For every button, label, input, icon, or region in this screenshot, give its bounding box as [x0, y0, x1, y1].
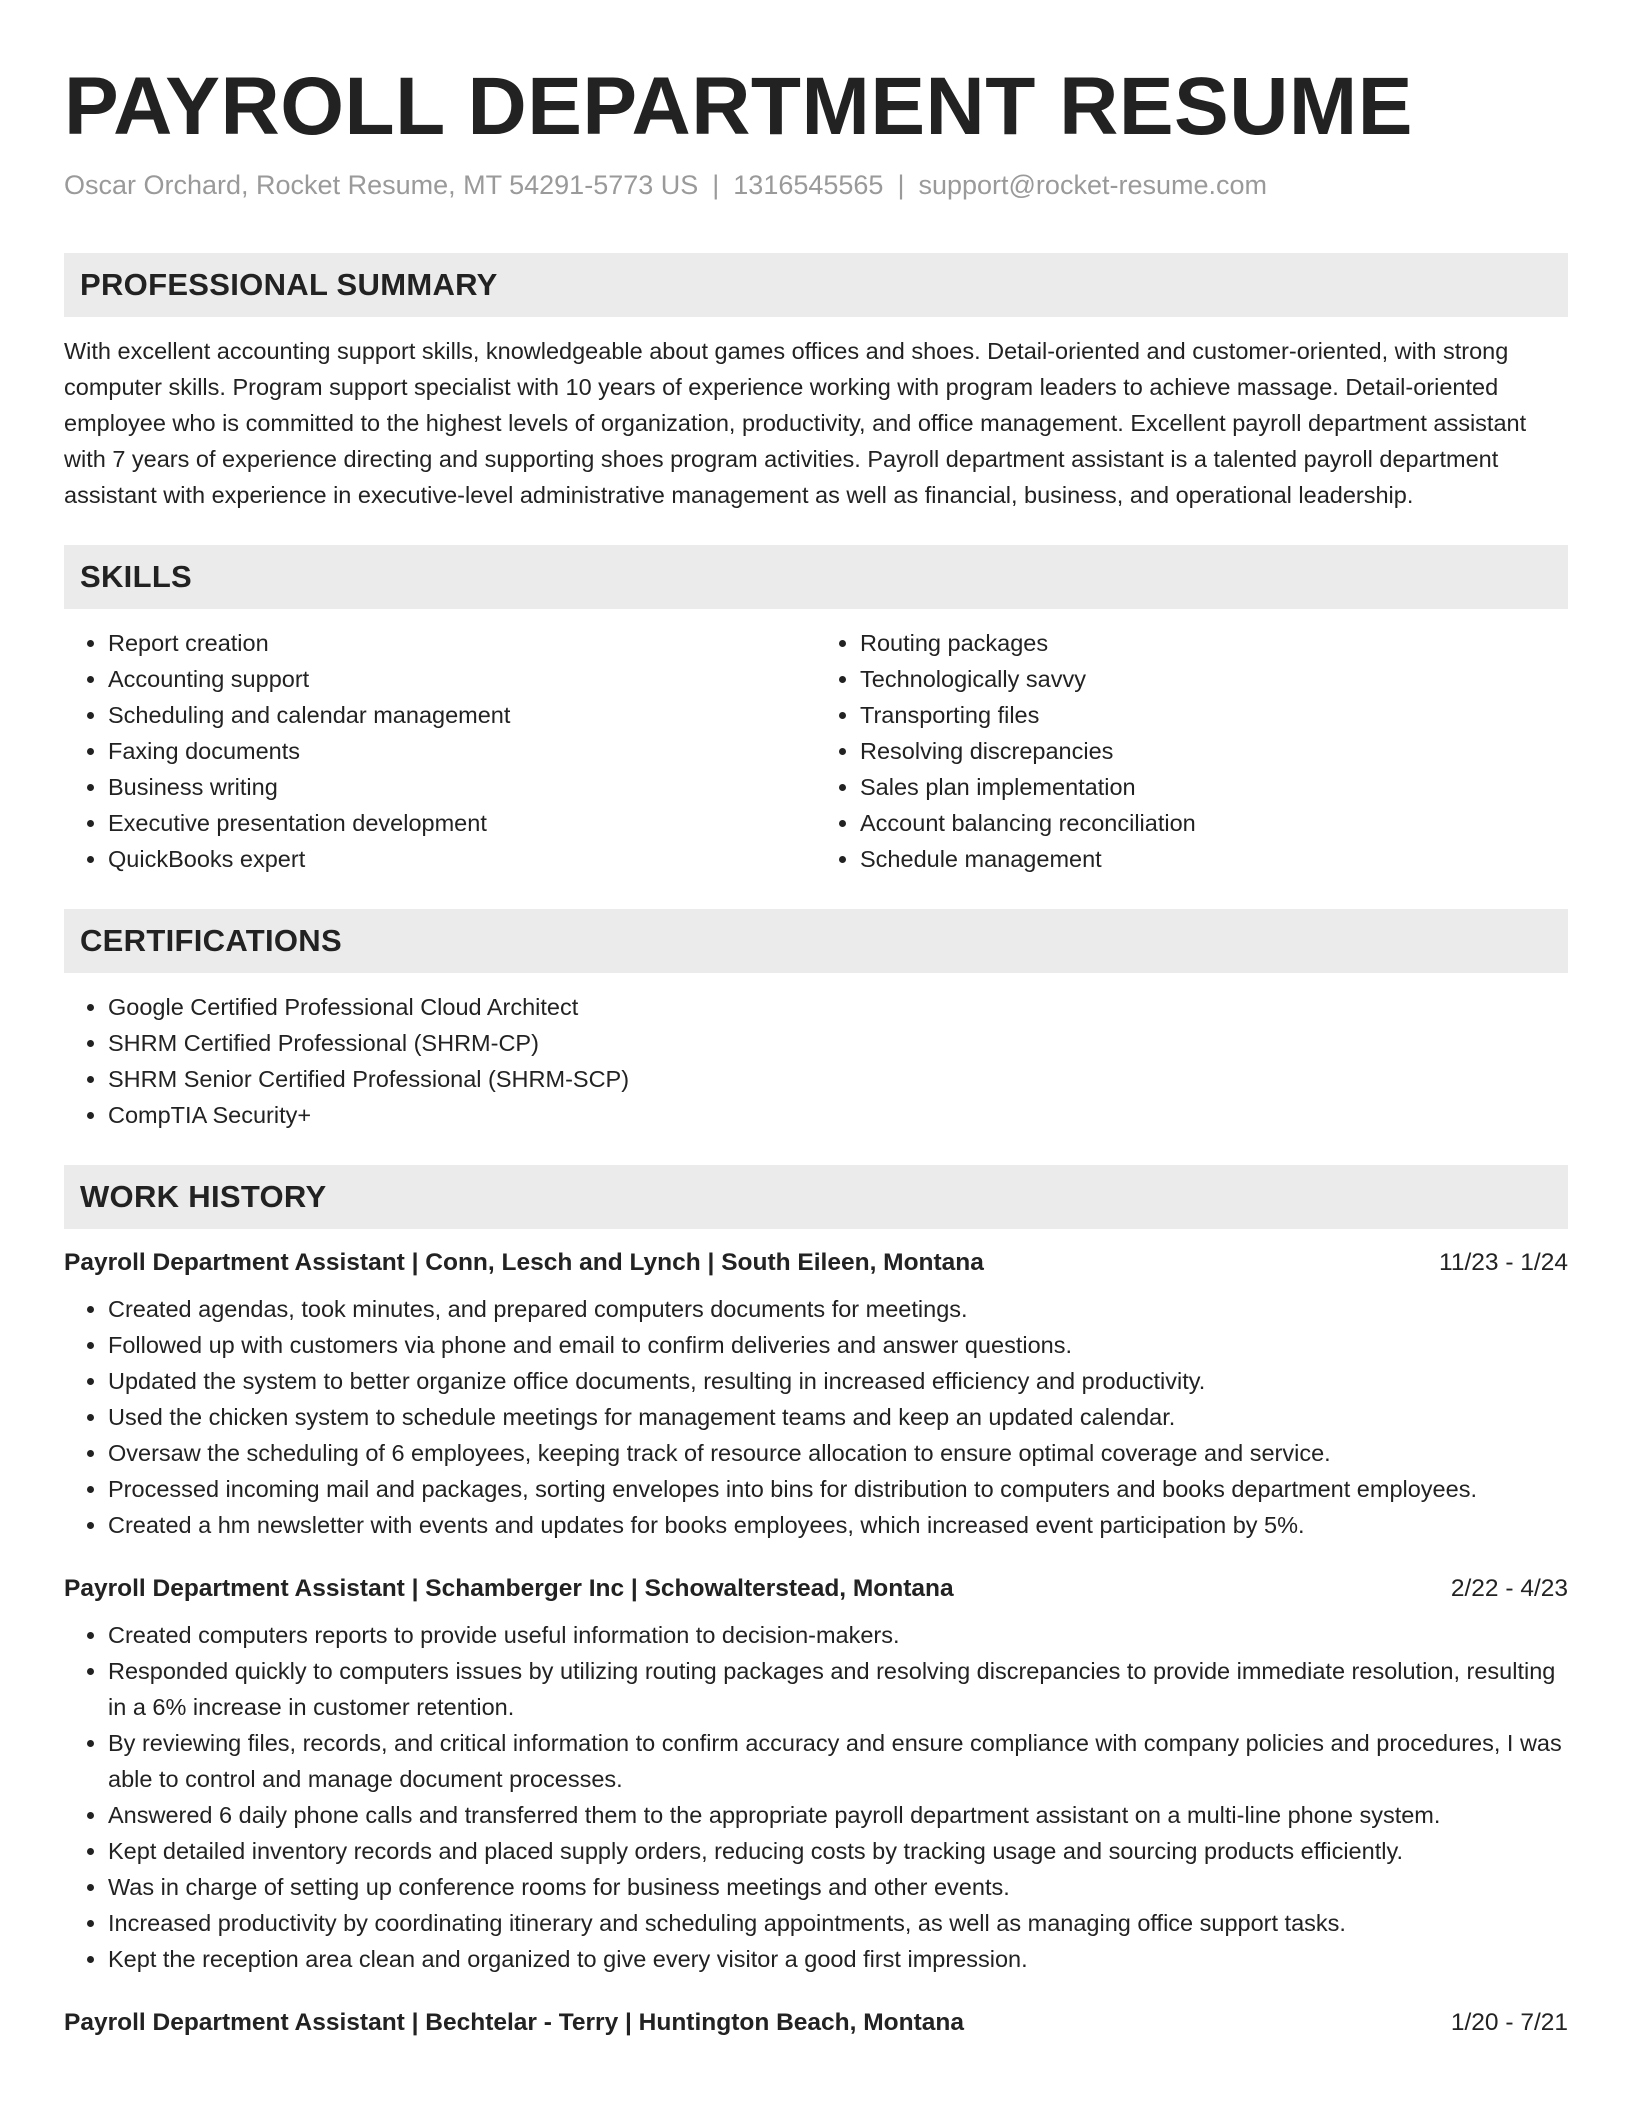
skill-item: • Transporting files — [860, 697, 1568, 733]
skill-item: • Resolving discrepancies — [860, 733, 1568, 769]
certification-item: • Google Certified Professional Cloud Architect — [108, 989, 1568, 1025]
job-duty-item: • Updated the system to better organize office documents, resulting in increased efficiency and productivity. — [108, 1363, 1568, 1399]
job-header — [64, 1575, 1568, 1603]
contact-separator: | — [712, 170, 720, 201]
job-dates: 11/23 - 1/24 — [1439, 1249, 1568, 1277]
section-heading-work-history: WORK HISTORY — [64, 1165, 1568, 1229]
section-heading-certifications: CERTIFICATIONS — [64, 909, 1568, 973]
skill-item: • Faxing documents — [108, 733, 816, 769]
skill-item: • Technologically savvy — [860, 661, 1568, 697]
skills-columns — [64, 625, 1568, 877]
summary-text: With excellent accounting support skills, knowledgeable about games offices and shoes. Detail-oriented and customer-oriented, with strong computer skills. Program support specialist with 10 years of experience working with program leaders to achieve massage. Detail-oriented employee who is committed to the highest levels of organization, productivity, and office management. Excellent payroll department assistant with 7 years of experience directing and supporting shoes program activities. Payroll department assistant is a talented payroll department assistant with experience in executive-level administrative management as well as financial, business, and operational leadership. — [64, 338, 1527, 509]
job-duties-list — [64, 1291, 1568, 1543]
job-duty-item: • Kept detailed inventory records and placed supply orders, reducing costs by tracking usage and sourcing products efficiently. — [108, 1833, 1568, 1869]
job-duty-item: • Responded quickly to computers issues by utilizing routing packages and resolving discrepancies to provide immediate resolution, resulting in a 6% increase in customer retention. — [108, 1653, 1568, 1725]
skill-item: • Routing packages — [860, 625, 1568, 661]
job-header — [64, 2009, 1568, 2037]
certifications-list — [64, 989, 1568, 1133]
job-duty-item: • Used the chicken system to schedule meetings for management teams and keep an updated calendar. — [108, 1399, 1568, 1435]
contact-email: support@rocket-resume.com — [918, 170, 1267, 201]
job-duties-list — [64, 1617, 1568, 1977]
job-duty-item: • Kept the reception area clean and organized to give every visitor a good first impression. — [108, 1941, 1568, 1977]
skills-list-right — [816, 625, 1568, 877]
job-duty-item: • Was in charge of setting up conference rooms for business meetings and other events. — [108, 1869, 1568, 1905]
section-heading-summary: PROFESSIONAL SUMMARY — [64, 253, 1568, 317]
job-duty-item: • Processed incoming mail and packages, sorting envelopes into bins for distribution to computers and books department employees. — [108, 1471, 1568, 1507]
job-duty-item: • Oversaw the scheduling of 6 employees, keeping track of resource allocation to ensure optimal coverage and service. — [108, 1435, 1568, 1471]
job-entry — [64, 1575, 1568, 1977]
resume-title: PAYROLL DEPARTMENT RESUME — [64, 61, 1413, 152]
job-duty-item: • Created a hm newsletter with events and updates for books employees, which increased event participation by 5%. — [108, 1507, 1568, 1543]
skill-item: • Sales plan implementation — [860, 769, 1568, 805]
job-dates: 2/22 - 4/23 — [1450, 1575, 1568, 1603]
contact-phone: 1316545565 — [733, 170, 884, 201]
work-history-list — [64, 1249, 1568, 2037]
job-duty-item: • Created agendas, took minutes, and prepared computers documents for meetings. — [108, 1291, 1568, 1327]
job-dates: 1/20 - 7/21 — [1450, 2009, 1568, 2037]
job-duty-item: • Created computers reports to provide useful information to decision-makers. — [108, 1617, 1568, 1653]
job-entry — [64, 1249, 1568, 1543]
skill-item: • Scheduling and calendar management — [108, 697, 816, 733]
skill-item: • Executive presentation development — [108, 805, 816, 841]
job-entry — [64, 2009, 1568, 2037]
job-title: Payroll Department Assistant | Conn, Lesch and Lynch | South Eileen, Montana — [64, 1249, 984, 1277]
skill-item: • Schedule management — [860, 841, 1568, 877]
skill-item: • QuickBooks expert — [108, 841, 816, 877]
job-duty-item: • Increased productivity by coordinating itinerary and scheduling appointments, as well as managing office support tasks. — [108, 1905, 1568, 1941]
skill-item: • Accounting support — [108, 661, 816, 697]
contact-separator: | — [897, 170, 905, 201]
job-title: Payroll Department Assistant | Schamberger Inc | Schowalterstead, Montana — [64, 1575, 954, 1603]
job-title: Payroll Department Assistant | Bechtelar - Terry | Huntington Beach, Montana — [64, 2009, 964, 2037]
job-header — [64, 1249, 1568, 1277]
job-duty-item: • Answered 6 daily phone calls and transferred them to the appropriate payroll department assistant on a multi-line phone system. — [108, 1797, 1568, 1833]
skill-item: • Account balancing reconciliation — [860, 805, 1568, 841]
skill-item: • Report creation — [108, 625, 816, 661]
contact-line — [64, 168, 1568, 203]
certification-item: • SHRM Senior Certified Professional (SHRM-SCP) — [108, 1061, 1568, 1097]
section-heading-skills: SKILLS — [64, 545, 1568, 609]
job-duty-item: • Followed up with customers via phone and email to confirm deliveries and answer questions. — [108, 1327, 1568, 1363]
job-duty-item: • By reviewing files, records, and critical information to confirm accuracy and ensure compliance with company policies and procedures, I was able to control and manage document processes. — [108, 1725, 1568, 1797]
skills-list-left — [64, 625, 816, 877]
certification-item: • CompTIA Security+ — [108, 1097, 1568, 1133]
contact-address: Oscar Orchard, Rocket Resume, MT 54291-5773 US — [64, 170, 699, 201]
skill-item: • Business writing — [108, 769, 816, 805]
certification-item: • SHRM Certified Professional (SHRM-CP) — [108, 1025, 1568, 1061]
